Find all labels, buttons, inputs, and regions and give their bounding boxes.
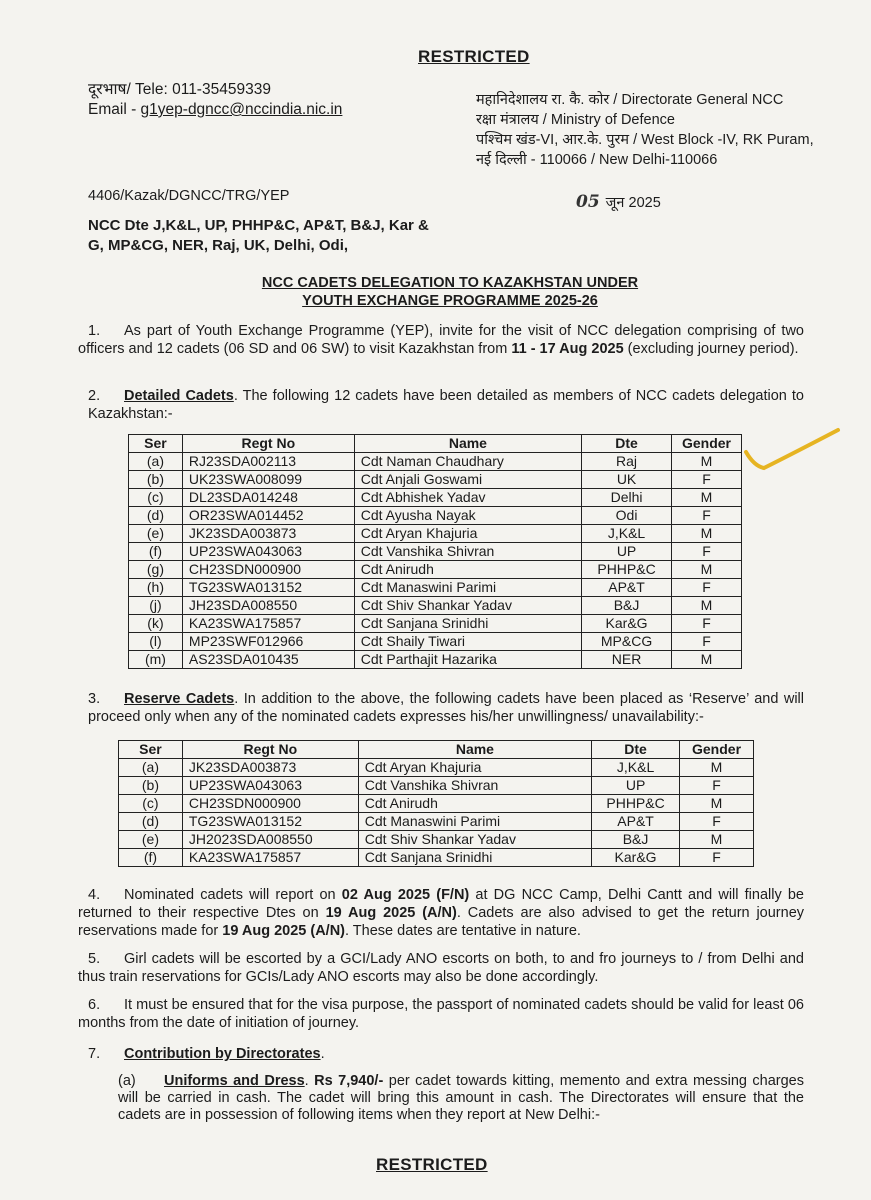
cell-dte: B&J <box>582 597 672 615</box>
date-month-year: जून 2025 <box>605 195 661 211</box>
address-line: महानिदेशालय रा. कै. कोर / Directorate General NCC <box>476 92 784 108</box>
header-name: Name <box>354 435 581 453</box>
cell-gender: M <box>680 795 754 813</box>
footer-classification: RESTRICTED <box>376 1155 488 1174</box>
para-heading: Reserve Cadets <box>124 691 235 707</box>
cell-regt-no: JH23SDA008550 <box>182 597 354 615</box>
cell-dte: UK <box>582 471 672 489</box>
para-number: 5. <box>88 951 101 967</box>
cell-regt-no: JH2023SDA008550 <box>182 831 358 849</box>
paragraph-6 <box>78 996 804 1032</box>
para-number: 1. <box>88 323 101 339</box>
subject <box>200 274 700 310</box>
cell-gender: F <box>672 471 742 489</box>
cell-gender: F <box>672 615 742 633</box>
visit-dates: 11 - 17 Aug 2025 <box>511 341 624 357</box>
cell-regt-no: UK23SWA008099 <box>182 471 354 489</box>
para-heading: Detailed Cadets <box>124 388 234 404</box>
cell-gender: F <box>680 849 754 867</box>
paragraph-7a <box>118 1073 804 1124</box>
cell-gender: F <box>672 579 742 597</box>
report-date: 02 Aug 2025 (F/N) <box>341 887 470 903</box>
cell-ser: (b) <box>119 777 183 795</box>
subject-line-2: YOUTH EXCHANGE PROGRAMME 2025-26 <box>302 293 598 309</box>
cell-name: Cdt Anjali Goswami <box>354 471 581 489</box>
cell-regt-no: CH23SDN000900 <box>182 561 354 579</box>
checkmark-annotation-icon <box>742 424 842 474</box>
cell-dte: NER <box>582 651 672 669</box>
cell-gender: M <box>672 651 742 669</box>
cell-ser: (e) <box>119 831 183 849</box>
table-row <box>129 597 742 615</box>
cell-name: Cdt Shiv Shankar Yadav <box>358 831 591 849</box>
cell-name: Cdt Sanjana Srinidhi <box>354 615 581 633</box>
cell-name: Cdt Sanjana Srinidhi <box>358 849 591 867</box>
table-header-row <box>119 741 754 759</box>
cell-name: Cdt Shaily Tiwari <box>354 633 581 651</box>
cell-name: Cdt Aryan Khajuria <box>358 759 591 777</box>
cell-regt-no: DL23SDA014248 <box>182 489 354 507</box>
table-row <box>119 759 754 777</box>
reference-number: 4406/Kazak/DGNCC/TRG/YEP <box>88 188 290 204</box>
table-row <box>129 507 742 525</box>
para-text: per cadet towards kitting, memento and extra messing charges will be carried in cash. The cadet will bring this amount in cash. The Directorates will ensure that the cadets are in possession of following items when they report at New Delhi:- <box>118 1073 804 1123</box>
cell-regt-no: UP23SWA043063 <box>182 777 358 795</box>
cell-gender: F <box>680 813 754 831</box>
paragraph-1 <box>78 322 804 358</box>
cell-ser: (j) <box>129 597 183 615</box>
cell-ser: (m) <box>129 651 183 669</box>
cell-regt-no: JK23SDA003873 <box>182 759 358 777</box>
table-row <box>129 651 742 669</box>
table-row <box>129 579 742 597</box>
cell-dte: Kar&G <box>582 615 672 633</box>
cell-regt-no: KA23SWA175857 <box>182 849 358 867</box>
para-number: (a) <box>118 1073 136 1089</box>
table-row <box>129 543 742 561</box>
para-text: . These dates are tentative in nature. <box>345 923 581 939</box>
telephone: दूरभाष/ Tele: 011-35459339 <box>88 81 271 98</box>
reserve-cadets-table <box>118 740 754 867</box>
cell-ser: (h) <box>129 579 183 597</box>
cell-gender: M <box>672 525 742 543</box>
cell-regt-no: RJ23SDA002113 <box>182 453 354 471</box>
cell-name: Cdt Vanshika Shivran <box>354 543 581 561</box>
table-row <box>129 561 742 579</box>
cell-name: Cdt Anirudh <box>358 795 591 813</box>
cell-gender: M <box>672 453 742 471</box>
cell-regt-no: AS23SDA010435 <box>182 651 354 669</box>
table-row <box>129 453 742 471</box>
contact-block <box>88 80 342 120</box>
cell-dte: J,K&L <box>592 759 680 777</box>
cell-ser: (f) <box>129 543 183 561</box>
email-label: Email - <box>88 101 141 118</box>
para-number: 6. <box>88 997 101 1013</box>
cell-gender: M <box>680 831 754 849</box>
header-ser: Ser <box>119 741 183 759</box>
cell-dte: UP <box>592 777 680 795</box>
return-date: 19 Aug 2025 (A/N) <box>325 905 457 921</box>
cell-dte: PHHP&C <box>582 561 672 579</box>
addressees: NCC Dte J,K&L, UP, PHHP&C, AP&T, B&J, Kar & G, MP&CG, NER, Raj, UK, Delhi, Odi, <box>88 217 429 254</box>
para-number: 7. <box>88 1046 101 1062</box>
table-row <box>129 633 742 651</box>
address-line: नई दिल्ली - 110066 / New Delhi-110066 <box>476 152 718 168</box>
paragraph-5 <box>78 950 804 986</box>
cell-gender: F <box>672 507 742 525</box>
para-text: Nominated cadets will report on <box>124 887 342 903</box>
date-day: 05 <box>576 192 600 212</box>
cell-name: Cdt Manaswini Parimi <box>358 813 591 831</box>
cell-ser: (l) <box>129 633 183 651</box>
cell-name: Cdt Aryan Khajuria <box>354 525 581 543</box>
cell-gender: F <box>680 777 754 795</box>
letter-date <box>576 192 661 212</box>
cell-gender: M <box>672 597 742 615</box>
cell-name: Cdt Naman Chaudhary <box>354 453 581 471</box>
paragraph-4 <box>78 886 804 940</box>
cell-name: Cdt Vanshika Shivran <box>358 777 591 795</box>
para-heading: Uniforms and Dress <box>164 1073 305 1089</box>
table-row <box>119 777 754 795</box>
paragraph-3 <box>78 690 804 726</box>
address-line: पश्चिम खंड-VI, आर.के. पुरम / West Block -IV, RK Puram, <box>476 132 814 148</box>
cell-ser: (d) <box>119 813 183 831</box>
para-text: at DG NCC Camp, Delhi Cantt and will finally be returned to their respective Dtes on <box>78 887 804 921</box>
header-gender: Gender <box>680 741 754 759</box>
para-heading: Contribution by Directorates <box>124 1046 321 1062</box>
cell-name: Cdt Parthajit Hazarika <box>354 651 581 669</box>
cell-regt-no: JK23SDA003873 <box>182 525 354 543</box>
cell-dte: AP&T <box>592 813 680 831</box>
cell-ser: (c) <box>129 489 183 507</box>
cell-ser: (a) <box>119 759 183 777</box>
cell-ser: (f) <box>119 849 183 867</box>
table-row <box>129 489 742 507</box>
para-text: Girl cadets will be escorted by a GCI/Lady ANO escorts on both, to and fro journeys to / from Delhi and thus train reservations for GCIs/Lady ANO escorts may also be done accordingly. <box>78 951 804 985</box>
detailed-cadets-table <box>128 434 742 669</box>
cell-ser: (d) <box>129 507 183 525</box>
cell-dte: AP&T <box>582 579 672 597</box>
table-row <box>119 813 754 831</box>
cell-regt-no: TG23SWA013152 <box>182 813 358 831</box>
paragraph-2 <box>78 387 804 423</box>
para-text: . Cadets are also advised to get the return journey reservations made for <box>78 905 805 939</box>
cell-dte: Kar&G <box>592 849 680 867</box>
cell-dte: PHHP&C <box>592 795 680 813</box>
cell-gender: M <box>672 489 742 507</box>
cell-gender: M <box>672 561 742 579</box>
cell-name: Cdt Abhishek Yadav <box>354 489 581 507</box>
para-text: . The following 12 cadets have been detailed as members of NCC cadets delegation to Kazakhstan:- <box>88 388 804 422</box>
cell-name: Cdt Manaswini Parimi <box>354 579 581 597</box>
table-header-row <box>129 435 742 453</box>
reservation-date: 19 Aug 2025 (A/N) <box>222 923 346 939</box>
cell-regt-no: UP23SWA043063 <box>182 543 354 561</box>
header-ser: Ser <box>129 435 183 453</box>
para-number: 4. <box>88 887 101 903</box>
para-number: 2. <box>88 388 101 404</box>
paragraph-7 <box>78 1045 804 1063</box>
para-text: It must be ensured that for the visa purpose, the passport of nominated cadets should be valid for least 06 months from the date of initiation of journey. <box>78 997 804 1031</box>
table-row <box>129 471 742 489</box>
cell-dte: UP <box>582 543 672 561</box>
table-row <box>119 849 754 867</box>
cell-regt-no: OR23SWA014452 <box>182 507 354 525</box>
cell-regt-no: KA23SWA175857 <box>182 615 354 633</box>
para-text: . In addition to the above, the following cadets have been placed as ‘Reserve’ and will proceed only when any of the nominated cadets expresses his/her unwillingness/ unavailability:- <box>88 691 804 725</box>
table-row <box>119 795 754 813</box>
table-row <box>119 831 754 849</box>
cell-dte: Raj <box>582 453 672 471</box>
email-line <box>88 100 342 120</box>
cell-dte: J,K&L <box>582 525 672 543</box>
table-row <box>129 615 742 633</box>
cell-dte: Odi <box>582 507 672 525</box>
cell-regt-no: TG23SWA013152 <box>182 579 354 597</box>
cell-regt-no: MP23SWF012966 <box>182 633 354 651</box>
para-number: 3. <box>88 691 101 707</box>
para-text: . <box>304 1073 315 1089</box>
para-text: As part of Youth Exchange Programme (YEP), invite for the visit of NCC delegation comprising of two officers and 12 cadets (06 SD and 06 SW) to visit Kazakhstan from <box>78 323 804 357</box>
contribution-amount: Rs 7,940/- <box>314 1073 384 1089</box>
cell-dte: Delhi <box>582 489 672 507</box>
header-dte: Dte <box>582 435 672 453</box>
cell-dte: MP&CG <box>582 633 672 651</box>
cell-ser: (b) <box>129 471 183 489</box>
header-dte: Dte <box>592 741 680 759</box>
cell-name: Cdt Shiv Shankar Yadav <box>354 597 581 615</box>
cell-ser: (g) <box>129 561 183 579</box>
cell-gender: F <box>672 633 742 651</box>
header-name: Name <box>358 741 591 759</box>
header-classification: RESTRICTED <box>418 47 530 66</box>
table-row <box>129 525 742 543</box>
header-gender: Gender <box>672 435 742 453</box>
cell-name: Cdt Ayusha Nayak <box>354 507 581 525</box>
header-regt-no: Regt No <box>182 741 358 759</box>
cell-gender: F <box>672 543 742 561</box>
cell-ser: (a) <box>129 453 183 471</box>
subject-line-1: NCC CADETS DELEGATION TO KAZAKHSTAN UNDER <box>261 275 639 291</box>
cell-gender: M <box>680 759 754 777</box>
sender-address <box>476 90 814 170</box>
para-text: (excluding journey period). <box>623 341 799 357</box>
header-regt-no: Regt No <box>182 435 354 453</box>
address-line: रक्षा मंत्रालय / Ministry of Defence <box>476 112 675 128</box>
para-text: . <box>320 1046 325 1062</box>
cell-regt-no: CH23SDN000900 <box>182 795 358 813</box>
cell-ser: (e) <box>129 525 183 543</box>
cell-ser: (k) <box>129 615 183 633</box>
cell-ser: (c) <box>119 795 183 813</box>
cell-name: Cdt Anirudh <box>354 561 581 579</box>
email-address: g1yep-dgncc@nccindia.nic.in <box>140 101 343 118</box>
cell-dte: B&J <box>592 831 680 849</box>
